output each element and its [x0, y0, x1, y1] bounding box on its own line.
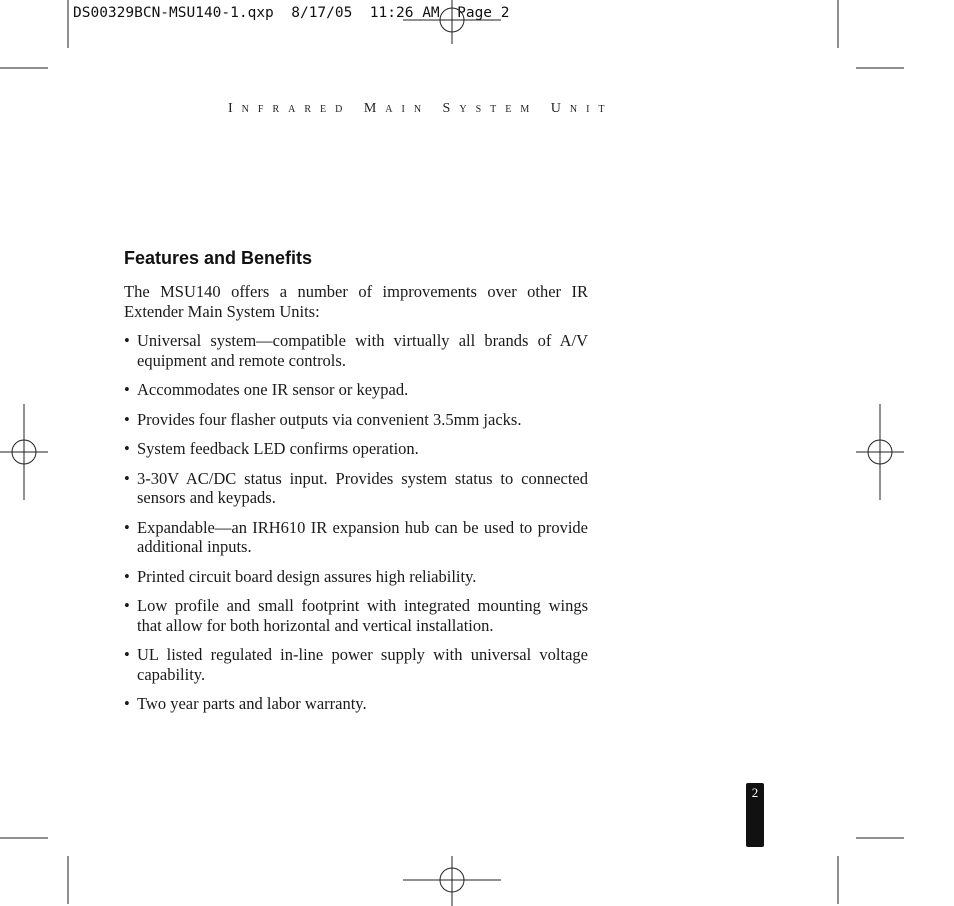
feature-item: [124, 469, 588, 508]
bullet-icon: •: [124, 331, 130, 350]
features-list: [124, 331, 588, 714]
running-head: Infrared Main System Unit: [228, 101, 614, 116]
bullet-icon: •: [124, 694, 130, 713]
bullet-icon: •: [124, 380, 130, 399]
section-heading: Features and Benefits: [124, 248, 313, 268]
feature-text: Two year parts and labor warranty.: [137, 694, 367, 713]
feature-text: Accommodates one IR sensor or keypad.: [137, 380, 409, 399]
feature-text: Universal system—compatible with virtually all brands of A/V equipment and remote controls.: [137, 331, 588, 370]
features-section: [124, 248, 588, 724]
bullet-icon: •: [124, 645, 130, 664]
page-number: 2: [751, 785, 759, 800]
bullet-icon: •: [124, 517, 130, 537]
bullet-icon: •: [124, 566, 130, 586]
bullet-icon: •: [124, 439, 130, 458]
feature-item: [124, 518, 588, 557]
feature-item: [124, 596, 588, 635]
feature-item: [124, 380, 588, 400]
bullet-icon: •: [124, 596, 130, 615]
feature-text: System feedback LED confirms operation.: [137, 439, 419, 458]
feature-text: 3-30V AC/DC status input. Provides system status to connected sensors and keypads.: [137, 468, 588, 507]
bullet-icon: •: [124, 468, 130, 488]
feature-item: [124, 567, 588, 587]
feature-text: Printed circuit board design assures high reliability.: [137, 566, 477, 586]
feature-item: [124, 694, 588, 714]
feature-item: [124, 331, 588, 370]
feature-text: UL listed regulated in-line power supply with universal voltage capability.: [137, 645, 588, 684]
page-number-tab: [746, 783, 764, 847]
feature-text: Expandable—an IRH610 IR expansion hub can be used to provide additional inputs.: [137, 517, 588, 556]
intro-paragraph: The MSU140 offers a number of improvements over other IR Extender Main System Units:: [124, 282, 588, 321]
bullet-icon: •: [124, 409, 130, 429]
feature-item: [124, 439, 588, 459]
print-slug-line: DS00329BCN-MSU140-1.qxp 8/17/05 11:26 AM Page 2: [73, 5, 510, 21]
feature-text: Low profile and small footprint with integrated mounting wings that allow for both horizontal and vertical installation.: [137, 596, 588, 635]
feature-item: [124, 645, 588, 684]
feature-item: [124, 410, 588, 430]
feature-text: Provides four flasher outputs via convenient 3.5mm jacks.: [137, 409, 522, 429]
